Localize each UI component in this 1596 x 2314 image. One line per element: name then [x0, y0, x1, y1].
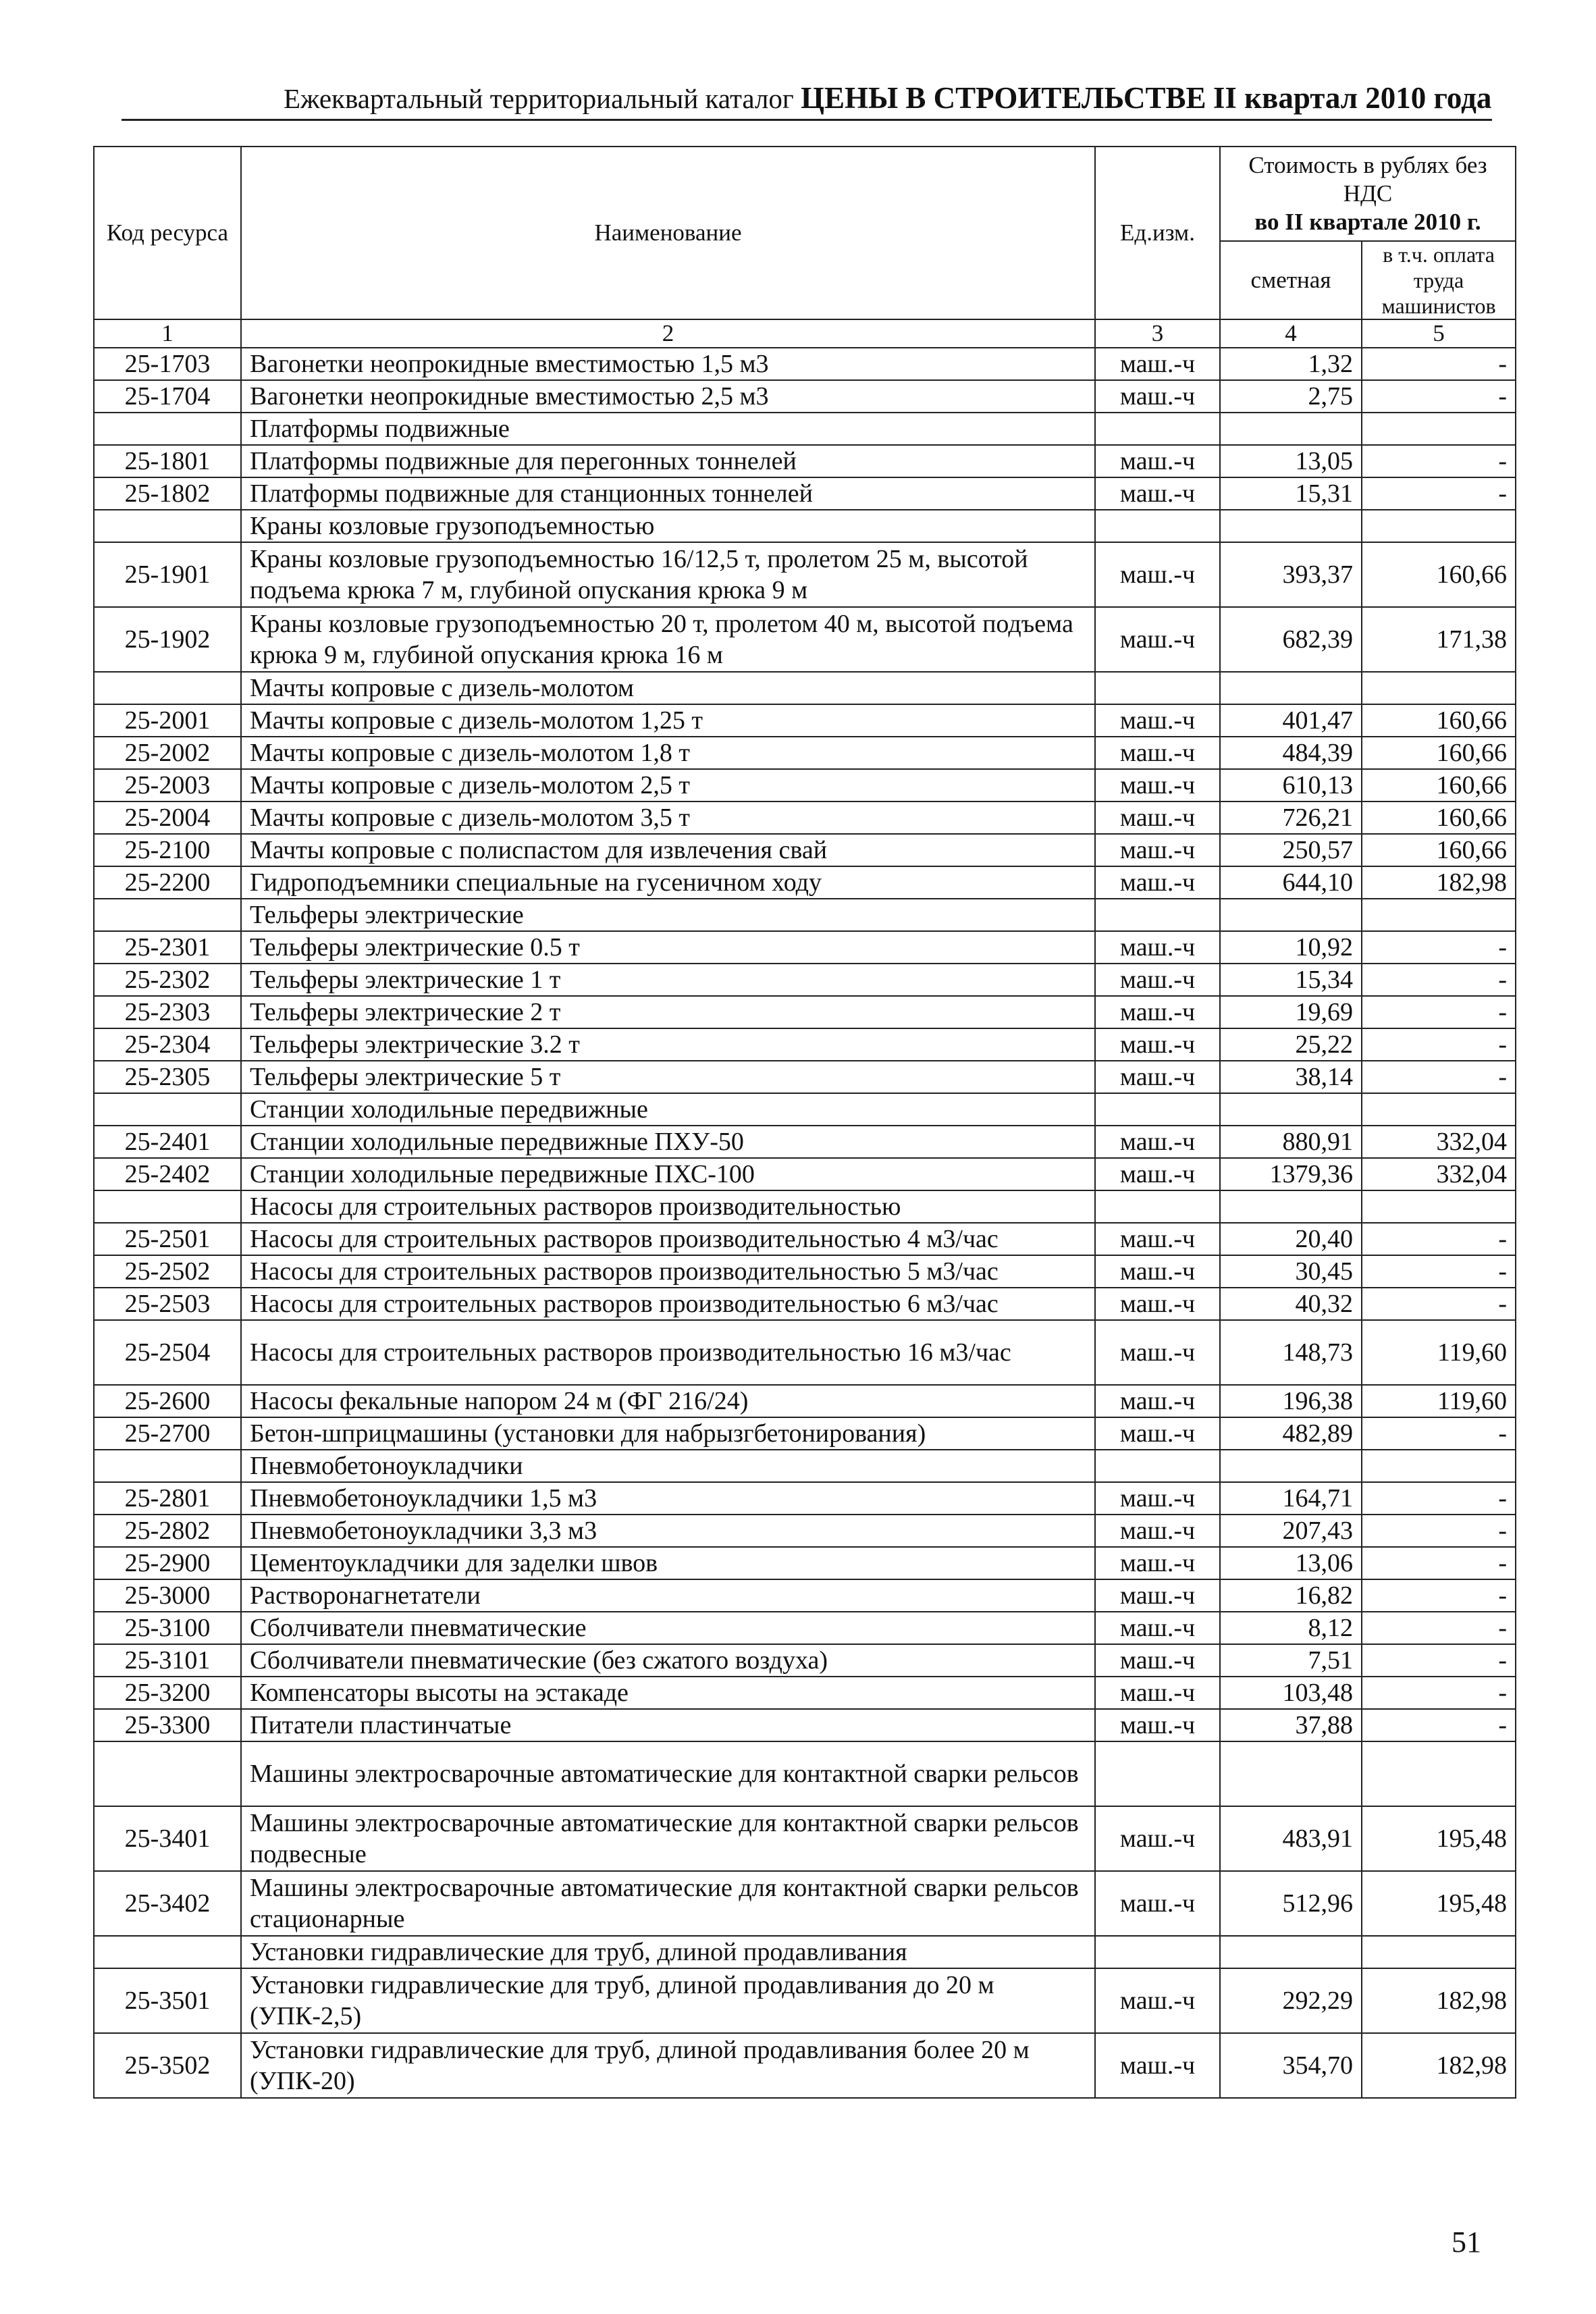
unit-of-measure — [1095, 1450, 1220, 1482]
unit-of-measure: маш.-ч — [1095, 1709, 1220, 1741]
estimated-cost: 1,32 — [1220, 348, 1362, 380]
resource-code: 25-2301 — [94, 931, 241, 964]
estimated-cost: 207,43 — [1220, 1515, 1362, 1547]
estimated-cost: 401,47 — [1220, 704, 1362, 737]
estimated-cost: 726,21 — [1220, 801, 1362, 834]
table-row — [94, 1385, 1516, 1417]
unit-of-measure: маш.-ч — [1095, 1158, 1220, 1190]
resource-code: 25-1901 — [94, 542, 241, 607]
table-row — [94, 1612, 1516, 1644]
resource-code: 25-2304 — [94, 1028, 241, 1061]
estimated-cost — [1220, 1450, 1362, 1482]
unit-of-measure: маш.-ч — [1095, 1385, 1220, 1417]
operator-wage — [1362, 1190, 1516, 1223]
resource-code: 25-2305 — [94, 1061, 241, 1093]
cost-group-label: Стоимость в рублях без НДС — [1248, 152, 1487, 207]
table-row — [94, 964, 1516, 996]
table-row — [94, 1288, 1516, 1320]
unit-of-measure: маш.-ч — [1095, 2033, 1220, 2098]
column-header-cost: сметная — [1220, 241, 1362, 319]
resource-name: Пневмобетоноукладчики — [241, 1450, 1095, 1482]
estimated-cost: 40,32 — [1220, 1288, 1362, 1320]
operator-wage — [1362, 510, 1516, 542]
resource-code — [94, 413, 241, 445]
resource-name: Насосы фекальные напором 24 м (ФГ 216/24) — [241, 1385, 1095, 1417]
resource-code: 25-2004 — [94, 801, 241, 834]
table-row — [94, 1028, 1516, 1061]
resource-name: Мачты копровые с дизель-молотом 1,25 т — [241, 704, 1095, 737]
group-header-row — [94, 672, 1516, 704]
operator-wage: 160,66 — [1362, 704, 1516, 737]
operator-wage — [1362, 1450, 1516, 1482]
unit-of-measure: маш.-ч — [1095, 1871, 1220, 1936]
unit-of-measure: маш.-ч — [1095, 1255, 1220, 1288]
operator-wage: - — [1362, 1255, 1516, 1288]
table-row — [94, 704, 1516, 737]
resource-name: Станции холодильные передвижные ПХУ-50 — [241, 1126, 1095, 1158]
unit-of-measure: маш.-ч — [1095, 704, 1220, 737]
estimated-cost — [1220, 672, 1362, 704]
estimated-cost: 483,91 — [1220, 1806, 1362, 1871]
resource-name: Цементоукладчики для заделки швов — [241, 1547, 1095, 1579]
unit-of-measure: маш.-ч — [1095, 1061, 1220, 1093]
unit-of-measure: маш.-ч — [1095, 1482, 1220, 1515]
unit-of-measure: маш.-ч — [1095, 1126, 1220, 1158]
group-header-row — [94, 1093, 1516, 1126]
table-body — [94, 348, 1516, 2098]
resource-code: 25-1703 — [94, 348, 241, 380]
unit-of-measure: маш.-ч — [1095, 477, 1220, 510]
estimated-cost: 103,48 — [1220, 1677, 1362, 1709]
table-row — [94, 1579, 1516, 1612]
resource-name: Тельферы электрические 0.5 т — [241, 931, 1095, 964]
header-quarter: II квартал 2010 года — [1213, 81, 1492, 115]
unit-of-measure: маш.-ч — [1095, 445, 1220, 477]
unit-of-measure: маш.-ч — [1095, 1515, 1220, 1547]
resource-name: Станции холодильные передвижные — [241, 1093, 1095, 1126]
estimated-cost: 292,29 — [1220, 1968, 1362, 2033]
table-row — [94, 1644, 1516, 1677]
operator-wage — [1362, 413, 1516, 445]
table-row — [94, 380, 1516, 413]
resource-name: Сболчиватели пневматические (без сжатого воздуха) — [241, 1644, 1095, 1677]
estimated-cost: 148,73 — [1220, 1320, 1362, 1385]
resource-name: Бетон-шприцмашины (установки для набрызгбетонирования) — [241, 1417, 1095, 1450]
resource-name: Установки гидравлические для труб, длиной продавливания до 20 м (УПК-2,5) — [241, 1968, 1095, 2033]
column-index: 4 — [1220, 319, 1362, 348]
operator-wage: 171,38 — [1362, 607, 1516, 672]
running-header — [284, 80, 1492, 117]
column-index: 5 — [1362, 319, 1516, 348]
unit-of-measure: маш.-ч — [1095, 931, 1220, 964]
resource-name: Тельферы электрические 1 т — [241, 964, 1095, 996]
estimated-cost: 13,05 — [1220, 445, 1362, 477]
unit-of-measure: маш.-ч — [1095, 964, 1220, 996]
unit-of-measure — [1095, 899, 1220, 931]
estimated-cost: 164,71 — [1220, 1482, 1362, 1515]
table-header — [94, 147, 1516, 348]
resource-code — [94, 1093, 241, 1126]
resource-name: Платформы подвижные для перегонных тоннелей — [241, 445, 1095, 477]
column-index: 2 — [241, 319, 1095, 348]
resource-code: 25-2900 — [94, 1547, 241, 1579]
group-header-row — [94, 899, 1516, 931]
resource-code: 25-2600 — [94, 1385, 241, 1417]
operator-wage — [1362, 1741, 1516, 1806]
table-row — [94, 445, 1516, 477]
group-header-row — [94, 1741, 1516, 1806]
estimated-cost: 30,45 — [1220, 1255, 1362, 1288]
resource-name: Мачты копровые с дизель-молотом — [241, 672, 1095, 704]
resource-name: Гидроподъемники специальные на гусеничном ходу — [241, 866, 1095, 899]
operator-wage: 182,98 — [1362, 866, 1516, 899]
cost-period-label: во II квартале 2010 г. — [1254, 209, 1481, 235]
column-header-name: Наименование — [241, 147, 1095, 319]
operator-wage: - — [1362, 1288, 1516, 1320]
estimated-cost: 354,70 — [1220, 2033, 1362, 2098]
resource-name: Тельферы электрические 3.2 т — [241, 1028, 1095, 1061]
column-index: 1 — [94, 319, 241, 348]
table-row — [94, 1515, 1516, 1547]
estimated-cost — [1220, 1936, 1362, 1968]
resource-code — [94, 1741, 241, 1806]
resource-code: 25-2001 — [94, 704, 241, 737]
table-row — [94, 1482, 1516, 1515]
estimated-cost: 8,12 — [1220, 1612, 1362, 1644]
header-rule — [122, 119, 1492, 121]
operator-wage: - — [1362, 445, 1516, 477]
operator-wage: - — [1362, 348, 1516, 380]
group-header-row — [94, 1936, 1516, 1968]
estimated-cost: 16,82 — [1220, 1579, 1362, 1612]
estimated-cost: 25,22 — [1220, 1028, 1362, 1061]
resource-name: Тельферы электрические 2 т — [241, 996, 1095, 1028]
price-table — [93, 146, 1516, 2099]
column-header-wage: в т.ч. оплата труда машинистов — [1362, 241, 1516, 319]
estimated-cost: 196,38 — [1220, 1385, 1362, 1417]
resource-name: Сболчиватели пневматические — [241, 1612, 1095, 1644]
table-row — [94, 2033, 1516, 2098]
estimated-cost — [1220, 413, 1362, 445]
resource-code: 25-2302 — [94, 964, 241, 996]
resource-code: 25-3402 — [94, 1871, 241, 1936]
resource-code: 25-2503 — [94, 1288, 241, 1320]
table-row — [94, 1968, 1516, 2033]
estimated-cost: 13,06 — [1220, 1547, 1362, 1579]
resource-code: 25-2003 — [94, 769, 241, 801]
estimated-cost: 20,40 — [1220, 1223, 1362, 1255]
operator-wage: 332,04 — [1362, 1126, 1516, 1158]
resource-code — [94, 672, 241, 704]
table-row — [94, 1871, 1516, 1936]
resource-name: Платформы подвижные для станционных тоннелей — [241, 477, 1095, 510]
unit-of-measure: маш.-ч — [1095, 1612, 1220, 1644]
unit-of-measure — [1095, 1093, 1220, 1126]
table-row — [94, 1158, 1516, 1190]
operator-wage: 195,48 — [1362, 1806, 1516, 1871]
resource-name: Мачты копровые с дизель-молотом 2,5 т — [241, 769, 1095, 801]
column-header-unit: Ед.изм. — [1095, 147, 1220, 319]
resource-name: Вагонетки неопрокидные вместимостью 2,5 м3 — [241, 380, 1095, 413]
resource-name: Машины электросварочные автоматические для контактной сварки рельсов стационарные — [241, 1871, 1095, 1936]
unit-of-measure — [1095, 1936, 1220, 1968]
table-row — [94, 1547, 1516, 1579]
estimated-cost: 610,13 — [1220, 769, 1362, 801]
table-row — [94, 348, 1516, 380]
resource-code: 25-3502 — [94, 2033, 241, 2098]
operator-wage: - — [1362, 1061, 1516, 1093]
estimated-cost — [1220, 510, 1362, 542]
resource-code: 25-3200 — [94, 1677, 241, 1709]
resource-code: 25-1802 — [94, 477, 241, 510]
unit-of-measure: маш.-ч — [1095, 769, 1220, 801]
unit-of-measure: маш.-ч — [1095, 866, 1220, 899]
resource-code: 25-2504 — [94, 1320, 241, 1385]
column-header-code: Код ресурса — [94, 147, 241, 319]
header-title: ЦЕНЫ В СТРОИТЕЛЬСТВЕ — [800, 81, 1206, 115]
resource-name: Установки гидравлические для труб, длиной продавливания — [241, 1936, 1095, 1968]
resource-code: 25-2502 — [94, 1255, 241, 1288]
estimated-cost: 15,34 — [1220, 964, 1362, 996]
resource-code — [94, 899, 241, 931]
unit-of-measure: маш.-ч — [1095, 1677, 1220, 1709]
table-row — [94, 1320, 1516, 1385]
estimated-cost: 38,14 — [1220, 1061, 1362, 1093]
operator-wage: - — [1362, 1612, 1516, 1644]
resource-name: Краны козловые грузоподъемностью 16/12,5 т, пролетом 25 м, высотой подъема крюка 7 м, глубиной опускания крюка 9 м — [241, 542, 1095, 607]
estimated-cost — [1220, 1093, 1362, 1126]
operator-wage: - — [1362, 1644, 1516, 1677]
group-header-row — [94, 1190, 1516, 1223]
operator-wage: 182,98 — [1362, 1968, 1516, 2033]
estimated-cost: 1379,36 — [1220, 1158, 1362, 1190]
estimated-cost: 880,91 — [1220, 1126, 1362, 1158]
estimated-cost: 2,75 — [1220, 380, 1362, 413]
estimated-cost: 393,37 — [1220, 542, 1362, 607]
group-header-row — [94, 413, 1516, 445]
estimated-cost — [1220, 1741, 1362, 1806]
estimated-cost: 10,92 — [1220, 931, 1362, 964]
unit-of-measure — [1095, 510, 1220, 542]
table-row — [94, 1417, 1516, 1450]
resource-name: Насосы для строительных растворов производительностью 16 м3/час — [241, 1320, 1095, 1385]
column-index: 3 — [1095, 319, 1220, 348]
resource-name: Машины электросварочные автоматические для контактной сварки рельсов — [241, 1741, 1095, 1806]
resource-name: Мачты копровые с полиспастом для извлечения свай — [241, 834, 1095, 866]
estimated-cost — [1220, 899, 1362, 931]
estimated-cost: 644,10 — [1220, 866, 1362, 899]
table-row — [94, 1255, 1516, 1288]
unit-of-measure: маш.-ч — [1095, 834, 1220, 866]
operator-wage: - — [1362, 931, 1516, 964]
operator-wage: - — [1362, 477, 1516, 510]
unit-of-measure: маш.-ч — [1095, 737, 1220, 769]
resource-name: Вагонетки неопрокидные вместимостью 1,5 м3 — [241, 348, 1095, 380]
operator-wage — [1362, 1093, 1516, 1126]
resource-name: Мачты копровые с дизель-молотом 1,8 т — [241, 737, 1095, 769]
unit-of-measure: маш.-ч — [1095, 380, 1220, 413]
table-row — [94, 737, 1516, 769]
unit-of-measure: маш.-ч — [1095, 1547, 1220, 1579]
unit-of-measure: маш.-ч — [1095, 1579, 1220, 1612]
operator-wage: 160,66 — [1362, 542, 1516, 607]
resource-code: 25-2200 — [94, 866, 241, 899]
group-header-row — [94, 510, 1516, 542]
resource-code: 25-1902 — [94, 607, 241, 672]
unit-of-measure: маш.-ч — [1095, 607, 1220, 672]
operator-wage: - — [1362, 1709, 1516, 1741]
resource-code: 25-2501 — [94, 1223, 241, 1255]
table-row — [94, 1126, 1516, 1158]
resource-name: Машины электросварочные автоматические для контактной сварки рельсов подвесные — [241, 1806, 1095, 1871]
unit-of-measure: маш.-ч — [1095, 1288, 1220, 1320]
resource-code — [94, 510, 241, 542]
resource-name: Питатели пластинчатые — [241, 1709, 1095, 1741]
table-row — [94, 607, 1516, 672]
operator-wage: 119,60 — [1362, 1385, 1516, 1417]
unit-of-measure: маш.-ч — [1095, 1028, 1220, 1061]
operator-wage: 160,66 — [1362, 834, 1516, 866]
operator-wage: 119,60 — [1362, 1320, 1516, 1385]
resource-code: 25-1704 — [94, 380, 241, 413]
unit-of-measure — [1095, 672, 1220, 704]
table-row — [94, 1806, 1516, 1871]
resource-code: 25-2303 — [94, 996, 241, 1028]
operator-wage: 182,98 — [1362, 2033, 1516, 2098]
resource-code: 25-3100 — [94, 1612, 241, 1644]
unit-of-measure: маш.-ч — [1095, 1806, 1220, 1871]
operator-wage — [1362, 899, 1516, 931]
estimated-cost: 7,51 — [1220, 1644, 1362, 1677]
estimated-cost: 682,39 — [1220, 607, 1362, 672]
table-row — [94, 1677, 1516, 1709]
resource-code: 25-2401 — [94, 1126, 241, 1158]
table-row — [94, 542, 1516, 607]
operator-wage: - — [1362, 1547, 1516, 1579]
column-index-row — [94, 319, 1516, 348]
resource-code — [94, 1190, 241, 1223]
resource-name: Пневмобетоноукладчики 1,5 м3 — [241, 1482, 1095, 1515]
column-header-cost-group — [1220, 147, 1516, 241]
unit-of-measure: маш.-ч — [1095, 348, 1220, 380]
resource-name: Насосы для строительных растворов производительностью 4 м3/час — [241, 1223, 1095, 1255]
header-prefix: Ежеквартальный территориальный каталог — [284, 83, 794, 114]
operator-wage: - — [1362, 1677, 1516, 1709]
operator-wage: 160,66 — [1362, 801, 1516, 834]
estimated-cost: 19,69 — [1220, 996, 1362, 1028]
unit-of-measure: маш.-ч — [1095, 1644, 1220, 1677]
unit-of-measure: маш.-ч — [1095, 542, 1220, 607]
group-header-row — [94, 1450, 1516, 1482]
operator-wage: - — [1362, 1482, 1516, 1515]
table-row — [94, 996, 1516, 1028]
table-row — [94, 769, 1516, 801]
resource-code: 25-2700 — [94, 1417, 241, 1450]
operator-wage: - — [1362, 1515, 1516, 1547]
table-row — [94, 1061, 1516, 1093]
operator-wage: 160,66 — [1362, 769, 1516, 801]
operator-wage: - — [1362, 1223, 1516, 1255]
table-row — [94, 477, 1516, 510]
resource-name: Краны козловые грузоподъемностью 20 т, пролетом 40 м, высотой подъема крюка 9 м, глубиной опускания крюка 16 м — [241, 607, 1095, 672]
resource-code: 25-3300 — [94, 1709, 241, 1741]
resource-name: Компенсаторы высоты на эстакаде — [241, 1677, 1095, 1709]
unit-of-measure — [1095, 1190, 1220, 1223]
estimated-cost — [1220, 1190, 1362, 1223]
estimated-cost: 15,31 — [1220, 477, 1362, 510]
resource-name: Насосы для строительных растворов производительностью 6 м3/час — [241, 1288, 1095, 1320]
table-row — [94, 1709, 1516, 1741]
operator-wage — [1362, 1936, 1516, 1968]
unit-of-measure — [1095, 1741, 1220, 1806]
resource-code — [94, 1936, 241, 1968]
operator-wage: 332,04 — [1362, 1158, 1516, 1190]
page-number: 51 — [1452, 2226, 1481, 2259]
unit-of-measure: маш.-ч — [1095, 1320, 1220, 1385]
unit-of-measure: маш.-ч — [1095, 1223, 1220, 1255]
unit-of-measure: маш.-ч — [1095, 801, 1220, 834]
operator-wage: - — [1362, 380, 1516, 413]
estimated-cost: 482,89 — [1220, 1417, 1362, 1450]
resource-name: Насосы для строительных растворов производительностью — [241, 1190, 1095, 1223]
operator-wage: - — [1362, 1028, 1516, 1061]
estimated-cost: 37,88 — [1220, 1709, 1362, 1741]
resource-name: Растворонагнетатели — [241, 1579, 1095, 1612]
resource-name: Пневмобетоноукладчики 3,3 м3 — [241, 1515, 1095, 1547]
resource-code: 25-1801 — [94, 445, 241, 477]
resource-name: Тельферы электрические 5 т — [241, 1061, 1095, 1093]
resource-code: 25-2802 — [94, 1515, 241, 1547]
resource-code: 25-2801 — [94, 1482, 241, 1515]
estimated-cost: 512,96 — [1220, 1871, 1362, 1936]
resource-name: Краны козловые грузоподъемностью — [241, 510, 1095, 542]
operator-wage: - — [1362, 1417, 1516, 1450]
resource-code — [94, 1450, 241, 1482]
resource-name: Тельферы электрические — [241, 899, 1095, 931]
table-row — [94, 801, 1516, 834]
table-row — [94, 866, 1516, 899]
resource-code: 25-2002 — [94, 737, 241, 769]
resource-name: Установки гидравлические для труб, длиной продавливания более 20 м (УПК-20) — [241, 2033, 1095, 2098]
operator-wage — [1362, 672, 1516, 704]
unit-of-measure: маш.-ч — [1095, 996, 1220, 1028]
resource-name: Насосы для строительных растворов производительностью 5 м3/час — [241, 1255, 1095, 1288]
table-row — [94, 1223, 1516, 1255]
unit-of-measure — [1095, 413, 1220, 445]
resource-code: 25-2402 — [94, 1158, 241, 1190]
resource-code: 25-3401 — [94, 1806, 241, 1871]
resource-code: 25-3000 — [94, 1579, 241, 1612]
operator-wage: - — [1362, 996, 1516, 1028]
operator-wage: 195,48 — [1362, 1871, 1516, 1936]
resource-name: Платформы подвижные — [241, 413, 1095, 445]
estimated-cost: 250,57 — [1220, 834, 1362, 866]
operator-wage: - — [1362, 1579, 1516, 1612]
unit-of-measure: маш.-ч — [1095, 1968, 1220, 2033]
estimated-cost: 484,39 — [1220, 737, 1362, 769]
operator-wage: 160,66 — [1362, 737, 1516, 769]
resource-code: 25-3501 — [94, 1968, 241, 2033]
operator-wage: - — [1362, 964, 1516, 996]
resource-name: Мачты копровые с дизель-молотом 3,5 т — [241, 801, 1095, 834]
table-row — [94, 834, 1516, 866]
unit-of-measure: маш.-ч — [1095, 1417, 1220, 1450]
resource-code: 25-3101 — [94, 1644, 241, 1677]
resource-code: 25-2100 — [94, 834, 241, 866]
resource-name: Станции холодильные передвижные ПХС-100 — [241, 1158, 1095, 1190]
table-row — [94, 931, 1516, 964]
